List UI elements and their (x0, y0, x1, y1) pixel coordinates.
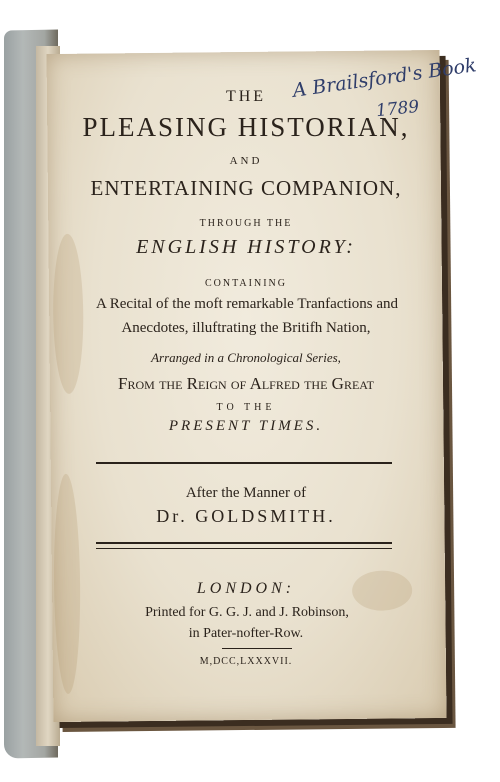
title-english-history: ENGLISH HISTORY: (136, 236, 356, 258)
anecdotes-line: Anecdotes, illuftrating the Britifh Nation, (121, 320, 371, 336)
imprint-rule (222, 648, 292, 649)
imprint-address: in Pater-nofter-Row. (188, 626, 304, 641)
containing-label: CONTAINING (205, 278, 287, 289)
title-and: AND (229, 155, 263, 167)
present-times-line: PRESENT TIMES. (168, 418, 324, 434)
divider-middle-1 (96, 542, 392, 544)
divider-top (96, 462, 392, 464)
imprint-year: M,DCC,LXXXVII. (199, 656, 293, 667)
to-the-label: TO THE (216, 402, 276, 413)
arranged-line: Arranged in a Chronological Series, (151, 350, 341, 365)
after-manner-line: After the Manner of (185, 485, 307, 501)
title-through: THROUGH THE (199, 218, 293, 229)
imprint-printer: Printed for G. G. J. and J. Robinson, (145, 605, 349, 620)
divider-middle-2 (96, 548, 392, 549)
author-line: Dr. GOLDSMITH. (156, 506, 336, 526)
reign-line: From the Reign of Alfred the Great (118, 374, 374, 393)
title-the: THE (225, 88, 267, 105)
recital-line: A Recital of the moft remarkable Tranfactions and (96, 296, 398, 312)
imprint-city: LONDON: (196, 580, 296, 597)
title-companion: ENTERTAINING COMPANION, (90, 176, 402, 200)
handwritten-year: 1789 (375, 96, 421, 122)
title-main: PLEASING HISTORIAN, (82, 112, 410, 142)
handwritten-inscription: A Brailsford's Book (291, 54, 478, 102)
